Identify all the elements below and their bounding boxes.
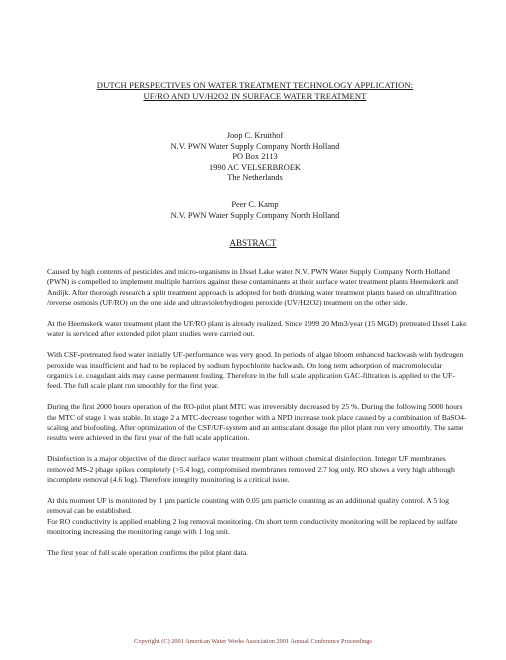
title-line-2: UF/RO AND UV/H2O2 IN SURFACE WATER TREATMENT xyxy=(143,91,367,101)
paper-title xyxy=(60,80,450,102)
abstract-heading: ABSTRACT xyxy=(229,238,277,248)
title-line-1: DUTCH PERSPECTIVES ON WATER TREATMENT TECHNOLOGY APPLICATION: xyxy=(96,80,414,90)
author-name: Joop C. Kruithof xyxy=(226,131,284,140)
paragraph-4: During the first 2000 hours operation of the RO-pilot plant MTC was irreversibly decreased by 25 %. During the following 5000 hours the MTC of stage 1 was stable. In stage 2 a MTC-decrease together with a NPD increase took place caused by a combination of BaSO4-scaling and biofouling. After optimization of the CSF/UF-system and an antiscalant dosage the pilot plant run very smoothly. The same results were achieved in the first year of the full scale application. xyxy=(47,402,467,443)
abstract-body xyxy=(47,267,469,569)
author-country: The Netherlands xyxy=(227,173,283,183)
paragraph-7: The first year of full scale operation confirms the pilot plant data. xyxy=(47,547,249,557)
author-block-2 xyxy=(60,200,450,221)
paragraph-6: At this moment UF is monitored by 1 µm particle counting with 0.05 µm particle counting as an additional quality control. A 5 log removal can be established. For RO conductivity is applied enabling 2 log removal monitoring. On short term conductivity monitoring will be replaced by sulfate monitoring increasing the monitoring range with 1 log unit. xyxy=(47,495,458,537)
paragraph-5: Disinfection is a major objective of the direct surface water treatment plant without chemical disinfection. Integer UF membranes removed MS-2 phage spikes completely (>5.4 log), compromised membranes removed 2.7 log only. RO shows a very high although incomplete removal (4.6 log). Therefore integrity monitoring is a critical issue. xyxy=(47,454,455,485)
author-organization: N.V. PWN Water Supply Company North Holland xyxy=(170,141,340,151)
author-block-1 xyxy=(60,131,450,184)
author-name: Peer C. Kamp xyxy=(231,200,279,209)
copyright-footer: Copyright (C) 2001 American Water Works Association 2001 Annual Conference Proceedings xyxy=(134,638,372,645)
paragraph-3: With CSF-pretreated feed water initially UF-performance was very good. In periods of algae bloom enhanced backwash with hydrogen peroxide was insufficient and had to be replaced by sodium hypochlorite backwash. On long term adsorption of macromolecular organics i.e. coagulant aids may cause permanent fouling. Therefore in the full scale application GAC-filtration is applied to the UF-feed. The full scale plant run smoothly for the first year. xyxy=(47,350,464,391)
author-organization: N.V. PWN Water Supply Company North Holland xyxy=(170,210,340,220)
paragraph-2: At the Heemskerk water treatment plant the UF/RO plant is already realized. Since 1999 20 Mm3/year (15 MGD) pretreated IJssel Lake water is serviced after extended pilot plant studies were carried out. xyxy=(47,319,467,339)
author-city: 1990 AC VELSERBROEK xyxy=(209,162,301,172)
author-pobox: PO Box 2113 xyxy=(232,152,278,162)
paragraph-1: Caused by high contents of pesticides and micro-organisms in IJssel Lake water N.V. PWN Water Supply Company North Holland (PWN) is compelled to implement multiple barriers against these contaminants at their surface water treatment plants Heemskerk and Andijk. After thorough research a split treatment approach is adopted for both drinking water treatment plants based on ultrafiltration /reverse osmosis (UF/RO) on the one side and ultraviolet/hydrogen peroxide (UV/H2O2) treatment on the other side. xyxy=(47,267,458,308)
